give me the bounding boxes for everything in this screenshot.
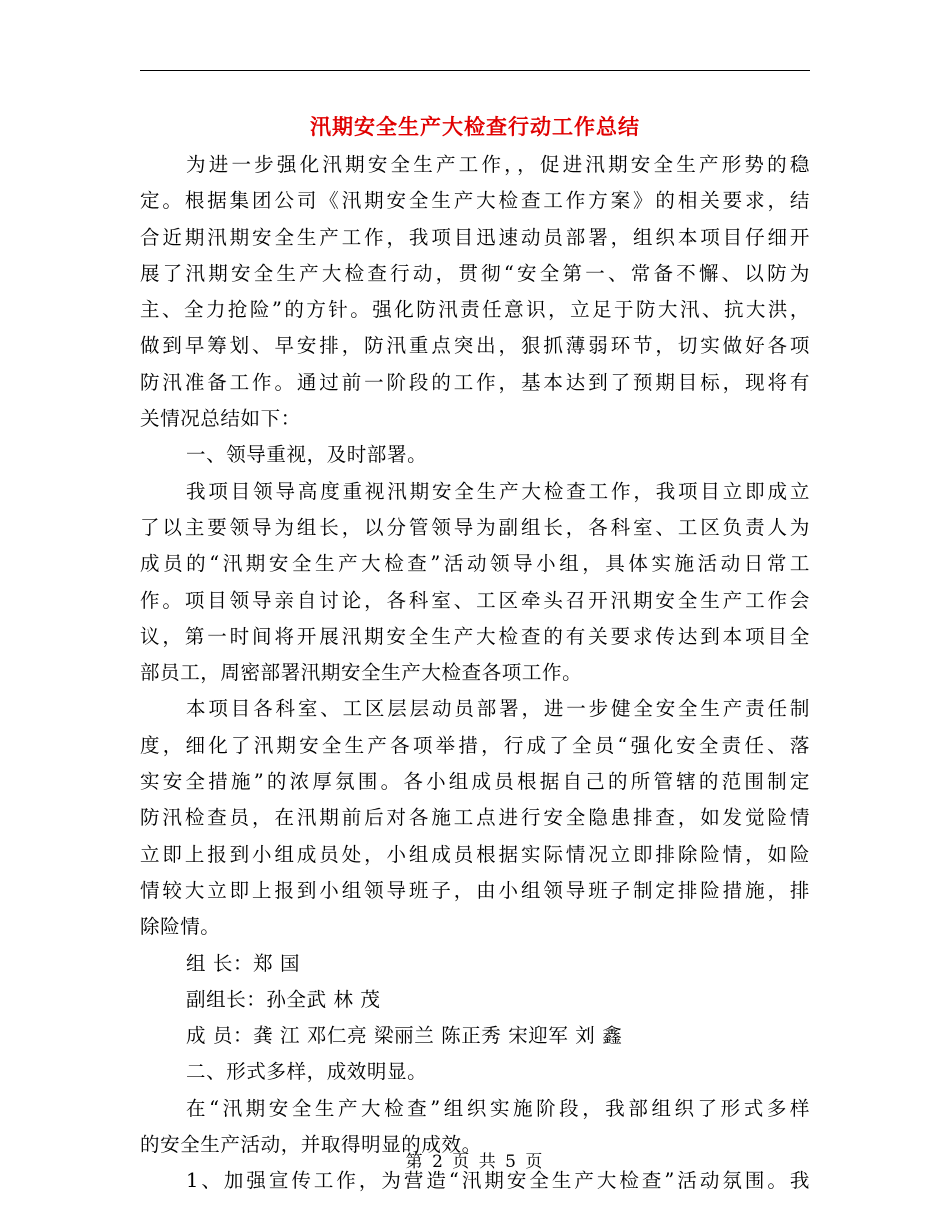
team-leader-line: 组 长：郑 国 [186, 951, 301, 975]
document-title: 汛期安全生产大检查行动工作总结 [310, 114, 640, 139]
body-line: 成员的“汛期安全生产大检查”活动领导小组，具体实施活动日常工 [140, 552, 810, 576]
header-rule [140, 70, 810, 71]
body-line: 为进一步强化汛期安全生产工作，，促进汛期安全生产形势的稳 [186, 153, 810, 176]
body-line: 立即上报到小组成员处，小组成员根据实际情况立即排除险情，如险 [140, 842, 810, 866]
section-heading: 二、形式多样，成效明显。 [186, 1060, 428, 1084]
body-line: 的安全生产活动，并取得明显的成效。 [140, 1133, 482, 1157]
body-line: 定。根据集团公司《汛期安全生产大检查工作方案》的相关要求，结 [140, 189, 810, 213]
body-line: 实安全措施”的浓厚氛围。各小组成员根据自己的所管辖的范围制定 [140, 770, 810, 794]
body-line: 在“汛期安全生产大检查”组织实施阶段，我部组织了形式多样 [186, 1096, 810, 1120]
body-line: 防汛检查员，在汛期前后对各施工点进行安全隐患排查，如发觉险情 [140, 806, 810, 830]
body-line: 除险情。 [140, 915, 221, 939]
body-line: 度，细化了汛期安全生产各项举措，行成了全员“强化安全责任、落 [140, 733, 810, 757]
page-number: 第 2 页 共 5 页 [405, 1152, 545, 1172]
body-line: 1、加强宣传工作，为营造“汛期安全生产大检查”活动氛围。我 [186, 1169, 810, 1193]
body-line: 关情况总结如下： [140, 407, 301, 431]
body-line: 本项目各科室、工区层层动员部署，进一步健全安全生产责任制 [186, 697, 810, 721]
body-line: 防汛准备工作。通过前一阶段的工作，基本达到了预期目标，现将有 [140, 370, 810, 394]
deputy-leader-line: 副组长：孙全武 林 茂 [186, 987, 381, 1011]
body-line: 情较大立即上报到小组领导班子，由小组领导班子制定排险措施，排 [140, 878, 810, 902]
body-line: 展了汛期安全生产大检查行动，贯彻“安全第一、常备不懈、以防为 [140, 261, 810, 285]
body-line: 做到早筹划、早安排，防汛重点突出，狠抓薄弱环节，切实做好各项 [140, 334, 810, 358]
body-line: 部员工，周密部署汛期安全生产大检查各项工作。 [140, 661, 583, 685]
body-line: 我项目领导高度重视汛期安全生产大检查工作，我项目立即成立 [186, 479, 810, 503]
body-line: 主、全力抢险”的方针。强化防汛责任意识，立足于防大汛、抗大洪， [140, 298, 810, 322]
team-members-line: 成 员：龚 江 邓仁亮 梁丽兰 陈正秀 宋迎军 刘 鑫 [186, 1024, 623, 1048]
section-heading: 一、领导重视，及时部署。 [186, 443, 428, 467]
body-line: 了以主要领导为组长，以分管领导为副组长，各科室、工区负责人为 [140, 515, 810, 539]
body-line: 议，第一时间将开展汛期安全生产大检查的有关要求传达到本项目全 [140, 624, 810, 648]
document-body [140, 147, 810, 1200]
body-line: 作。项目领导亲自讨论，各科室、工区牵头召开汛期安全生产工作会 [140, 588, 810, 612]
body-line: 合近期汛期安全生产工作，我项目迅速动员部署，组织本项目仔细开 [140, 225, 810, 249]
